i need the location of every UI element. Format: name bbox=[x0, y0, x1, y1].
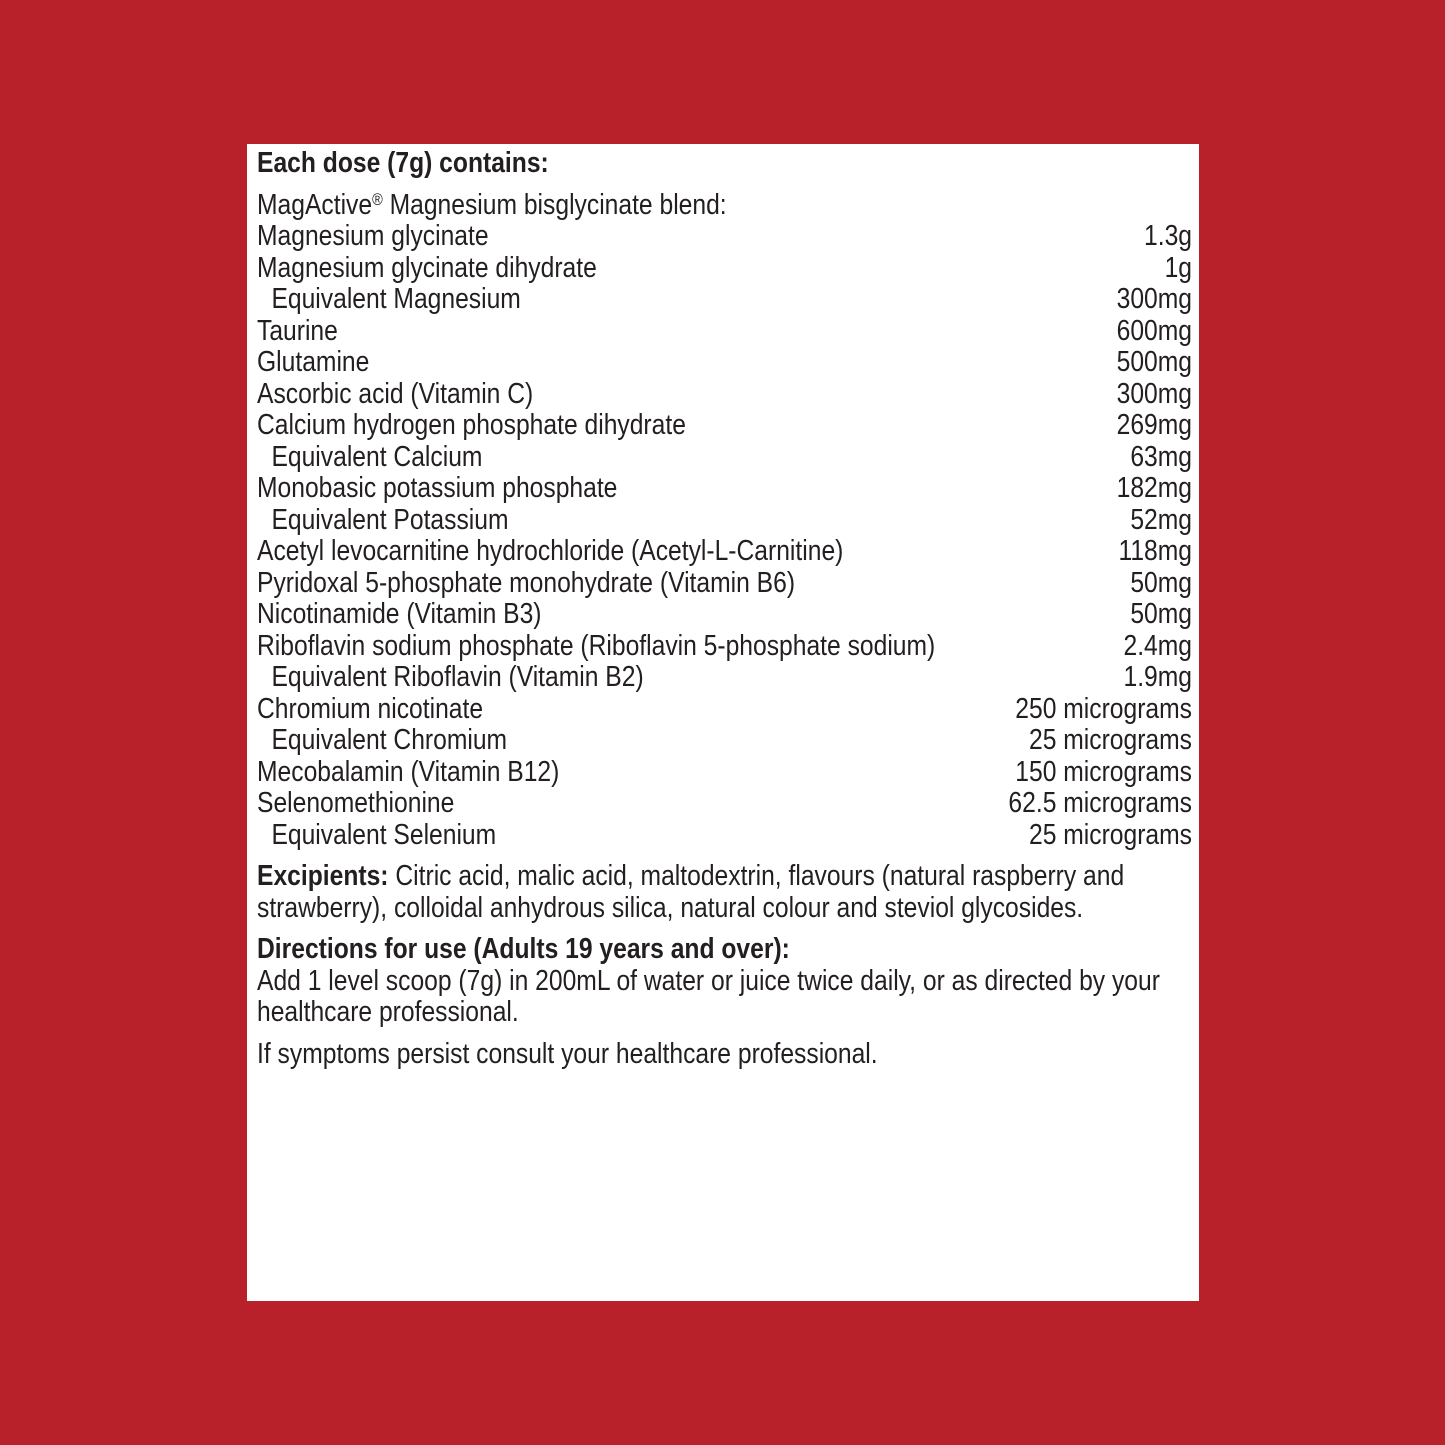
ingredient-name: Mecobalamin (Vitamin B12) bbox=[257, 755, 560, 788]
ingredient-name: Glutamine bbox=[257, 346, 370, 378]
ingredient-row bbox=[257, 568, 1192, 600]
ingredient-row bbox=[257, 820, 1192, 852]
warning-text: If symptoms persist consult your healthcare professional. bbox=[257, 1037, 878, 1070]
ingredient-row bbox=[257, 631, 1192, 663]
ingredient-amount: 300mg bbox=[1116, 377, 1192, 410]
ingredient-row bbox=[257, 316, 1192, 348]
ingredient-amount: 25 micrograms bbox=[1028, 818, 1192, 851]
ingredient-name: Calcium hydrogen phosphate dihydrate bbox=[257, 409, 686, 441]
ingredient-name: Equivalent Selenium bbox=[271, 818, 497, 851]
ingredient-amount: 1g bbox=[1164, 251, 1192, 284]
ingredient-name: Riboflavin sodium phosphate (Riboflavin 5-phosphate sodium) bbox=[257, 629, 936, 662]
ingredient-name: Equivalent Magnesium bbox=[271, 283, 521, 315]
directions-heading: Directions for use (Adults 19 years and over): bbox=[257, 933, 790, 965]
ingredient-row bbox=[257, 505, 1192, 537]
registered-mark: ® bbox=[372, 189, 383, 209]
ingredient-name: Equivalent Calcium bbox=[271, 440, 483, 473]
ingredient-row bbox=[257, 284, 1192, 316]
ingredient-row bbox=[257, 694, 1192, 726]
ingredient-row bbox=[257, 536, 1192, 568]
blend-rest: Magnesium bisglycinate blend: bbox=[382, 188, 727, 221]
ingredient-row bbox=[257, 757, 1192, 789]
ingredient-amount: 50mg bbox=[1130, 566, 1192, 599]
ingredient-amount: 52mg bbox=[1130, 503, 1192, 536]
ingredient-name: Taurine bbox=[257, 314, 338, 347]
supplement-facts-panel bbox=[247, 144, 1199, 1301]
ingredient-name: Equivalent Chromium bbox=[271, 724, 508, 756]
ingredient-amount: 500mg bbox=[1116, 346, 1192, 378]
ingredient-amount: 2.4mg bbox=[1123, 629, 1192, 662]
ingredient-amount: 25 micrograms bbox=[1028, 724, 1192, 756]
ingredient-amount: 62.5 micrograms bbox=[1008, 787, 1192, 819]
ingredient-name: Magnesium glycinate dihydrate bbox=[257, 251, 597, 284]
ingredient-name: Ascorbic acid (Vitamin C) bbox=[257, 377, 534, 410]
ingredient-row bbox=[257, 221, 1192, 253]
ingredient-amount: 118mg bbox=[1118, 535, 1192, 567]
ingredient-amount: 50mg bbox=[1130, 598, 1192, 630]
ingredient-name: Selenomethionine bbox=[257, 787, 455, 819]
ingredient-row bbox=[257, 599, 1192, 631]
ingredient-row bbox=[257, 788, 1192, 820]
directions bbox=[257, 934, 1184, 1029]
ingredient-name: Magnesium glycinate bbox=[257, 220, 489, 252]
ingredient-row bbox=[257, 725, 1192, 757]
ingredient-row bbox=[257, 473, 1192, 505]
panel-content bbox=[257, 148, 1192, 1070]
blend-name: MagActive bbox=[257, 188, 373, 221]
ingredient-name: Acetyl levocarnitine hydrochloride (Acetyl-L-Carnitine) bbox=[257, 535, 844, 567]
ingredient-row bbox=[257, 379, 1192, 411]
ingredient-name: Nicotinamide (Vitamin B3) bbox=[257, 598, 542, 630]
ingredient-amount: 600mg bbox=[1116, 314, 1192, 347]
ingredient-amount: 250 micrograms bbox=[1015, 692, 1192, 725]
ingredient-row bbox=[257, 662, 1192, 694]
ingredient-name: Monobasic potassium phosphate bbox=[257, 472, 618, 504]
ingredient-name: Equivalent Riboflavin (Vitamin B2) bbox=[271, 661, 644, 693]
excipients-text: Citric acid, malic acid, maltodextrin, flavours (natural raspberry and strawberry), colloidal anhydrous silica, natural colour and steviol glycosides. bbox=[257, 860, 1125, 924]
excipients-label: Excipients: bbox=[257, 860, 389, 892]
ingredient-amount: 300mg bbox=[1116, 283, 1192, 315]
ingredient-amount: 269mg bbox=[1116, 409, 1192, 441]
excipients bbox=[257, 861, 1175, 924]
ingredient-amount: 1.9mg bbox=[1123, 661, 1192, 693]
panel-title: Each dose (7g) contains: bbox=[257, 147, 549, 179]
ingredient-list bbox=[257, 221, 1192, 851]
ingredient-row bbox=[257, 410, 1192, 442]
directions-text: Add 1 level scoop (7g) in 200mL of water or juice twice daily, or as directed by your healthcare professional. bbox=[257, 964, 1160, 1028]
ingredient-amount: 150 micrograms bbox=[1015, 755, 1192, 788]
ingredient-row bbox=[257, 347, 1192, 379]
ingredient-row bbox=[257, 442, 1192, 474]
ingredient-row bbox=[257, 253, 1192, 285]
ingredient-amount: 63mg bbox=[1130, 440, 1192, 473]
ingredient-name: Equivalent Potassium bbox=[271, 503, 509, 536]
ingredient-amount: 1.3g bbox=[1144, 220, 1192, 252]
ingredient-name: Pyridoxal 5-phosphate monohydrate (Vitamin B6) bbox=[257, 566, 796, 599]
blend-heading bbox=[257, 190, 1192, 222]
ingredient-amount: 182mg bbox=[1116, 472, 1192, 504]
ingredient-name: Chromium nicotinate bbox=[257, 692, 484, 725]
